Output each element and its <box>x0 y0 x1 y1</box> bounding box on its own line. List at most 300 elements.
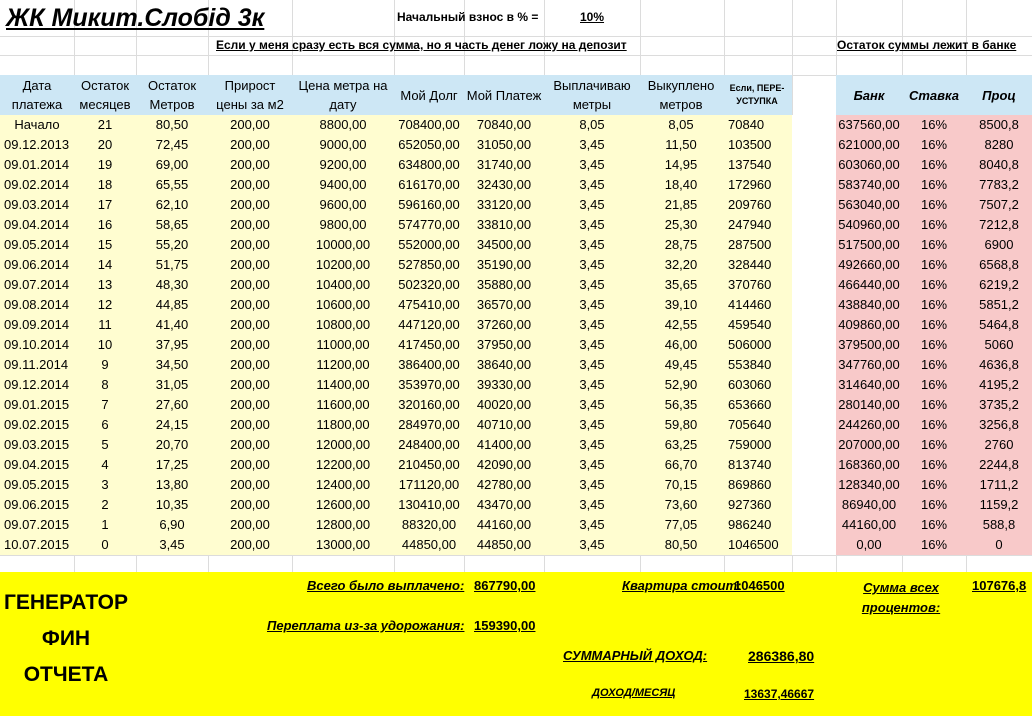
cell-price-growth[interactable]: 200,00 <box>230 357 270 372</box>
cell-rate[interactable]: 16% <box>920 517 948 532</box>
cell-rate[interactable]: 16% <box>920 497 948 512</box>
cell-date[interactable]: 09.06.2015 <box>4 497 70 512</box>
cell-months-left[interactable]: 2 <box>101 497 109 512</box>
cell-resale[interactable]: 813740 <box>728 457 772 472</box>
cell-date[interactable]: 09.04.2014 <box>4 217 70 232</box>
cell-price-per-meter[interactable]: 10200,00 <box>315 257 371 272</box>
cell-meters-left[interactable]: 34,50 <box>155 357 189 372</box>
table-row <box>0 255 1032 275</box>
cell-interest[interactable]: 8280 <box>984 137 1014 152</box>
header-price-per-meter: Цена метра на дату <box>298 78 388 112</box>
cell-meters-left[interactable]: 69,00 <box>155 157 189 172</box>
cell-price-per-meter[interactable]: 11000,00 <box>316 337 370 352</box>
cell-my-debt[interactable]: 502320,00 <box>398 277 460 292</box>
cell-paid-meters[interactable]: 3,45 <box>579 357 605 372</box>
cell-months-left[interactable]: 4 <box>101 457 109 472</box>
cell-price-growth[interactable]: 200,00 <box>230 517 270 532</box>
cell-bank[interactable]: 492660,00 <box>838 257 900 272</box>
header-months-left: Остаток месяцев <box>79 78 131 112</box>
cell-price-per-meter[interactable]: 12600,00 <box>315 497 371 512</box>
cell-date[interactable]: 09.01.2015 <box>4 397 70 412</box>
cell-my-debt[interactable]: 88320,00 <box>401 517 457 532</box>
cell-bank[interactable]: 0,00 <box>856 537 882 552</box>
cell-date[interactable]: 09.01.2014 <box>4 157 70 172</box>
cell-months-left[interactable]: 16 <box>97 217 113 232</box>
cell-date[interactable]: 09.12.2013 <box>4 137 70 152</box>
cell-price-per-meter[interactable]: 10600,00 <box>315 297 371 312</box>
cell-date[interactable]: 09.12.2014 <box>4 377 70 392</box>
cell-bought-meters[interactable]: 39,10 <box>664 297 698 312</box>
cell-price-growth[interactable]: 200,00 <box>230 257 270 272</box>
cell-rate[interactable]: 16% <box>920 377 948 392</box>
cell-months-left[interactable]: 11 <box>98 317 112 332</box>
cell-meters-left[interactable]: 31,05 <box>155 377 189 392</box>
header-bank: Банк <box>853 87 885 103</box>
cell-date[interactable]: 10.07.2015 <box>4 537 70 552</box>
cell-price-growth[interactable]: 200,00 <box>230 477 270 492</box>
cell-meters-left[interactable]: 37,95 <box>155 337 189 352</box>
cell-bought-meters[interactable]: 21,85 <box>664 197 698 212</box>
cell-my-debt[interactable]: 210450,00 <box>398 457 460 472</box>
cell-resale[interactable]: 414460 <box>728 297 772 312</box>
cell-bank[interactable]: 603060,00 <box>838 157 900 172</box>
cell-meters-left[interactable]: 10,35 <box>155 497 189 512</box>
cell-interest[interactable]: 6568,8 <box>979 257 1019 272</box>
cell-bought-meters[interactable]: 49,45 <box>664 357 698 372</box>
cell-my-payment[interactable]: 42780,00 <box>476 477 532 492</box>
cell-price-growth[interactable]: 200,00 <box>230 117 270 132</box>
cell-my-debt[interactable]: 652050,00 <box>398 137 460 152</box>
cell-bought-meters[interactable]: 77,05 <box>664 517 698 532</box>
cell-my-payment[interactable]: 70840,00 <box>476 117 532 132</box>
cell-price-growth[interactable]: 200,00 <box>230 197 270 212</box>
cell-months-left[interactable]: 9 <box>101 357 109 372</box>
cell-rate[interactable]: 16% <box>920 157 948 172</box>
cell-bank[interactable]: 637560,00 <box>838 117 900 132</box>
cell-months-left[interactable]: 5 <box>101 437 109 452</box>
cell-meters-left[interactable]: 17,25 <box>155 457 189 472</box>
cell-interest[interactable]: 4195,2 <box>979 377 1019 392</box>
cell-interest[interactable]: 588,8 <box>982 517 1016 532</box>
cell-price-growth[interactable]: 200,00 <box>230 177 270 192</box>
cell-date[interactable]: 09.10.2014 <box>4 337 70 352</box>
cell-rate[interactable]: 16% <box>920 437 948 452</box>
cell-price-growth[interactable]: 200,00 <box>230 397 270 412</box>
cell-rate[interactable]: 16% <box>920 357 948 372</box>
cell-months-left[interactable]: 14 <box>97 257 113 272</box>
cell-resale[interactable]: 705640 <box>728 417 772 432</box>
cell-interest[interactable]: 5851,2 <box>979 297 1019 312</box>
cell-my-debt[interactable]: 248400,00 <box>398 437 460 452</box>
cell-my-payment[interactable]: 35190,00 <box>476 257 532 272</box>
cell-bought-meters[interactable]: 80,50 <box>664 537 698 552</box>
cell-date[interactable]: 09.04.2015 <box>4 457 70 472</box>
cell-my-debt[interactable]: 447120,00 <box>398 317 460 332</box>
cell-my-payment[interactable]: 37260,00 <box>476 317 532 332</box>
cell-bank[interactable]: 466440,00 <box>838 277 900 292</box>
cell-resale[interactable]: 287500 <box>728 237 772 252</box>
cell-months-left[interactable]: 17 <box>97 197 113 212</box>
cell-interest[interactable]: 4636,8 <box>979 357 1019 372</box>
cell-meters-left[interactable]: 20,70 <box>155 437 189 452</box>
cell-my-payment[interactable]: 42090,00 <box>476 457 532 472</box>
cell-paid-meters[interactable]: 3,45 <box>579 297 605 312</box>
cell-interest[interactable]: 6219,2 <box>979 277 1019 292</box>
cell-price-per-meter[interactable]: 12200,00 <box>315 457 371 472</box>
cell-rate[interactable]: 16% <box>920 237 948 252</box>
cell-my-payment[interactable]: 39330,00 <box>476 377 532 392</box>
cell-rate[interactable]: 16% <box>920 137 948 152</box>
cell-bought-meters[interactable]: 8,05 <box>668 117 694 132</box>
cell-months-left[interactable]: 12 <box>97 297 113 312</box>
cell-paid-meters[interactable]: 8,05 <box>579 117 605 132</box>
cell-interest[interactable]: 2760 <box>984 437 1014 452</box>
cell-bank[interactable]: 540960,00 <box>838 217 900 232</box>
cell-my-debt[interactable]: 634800,00 <box>398 157 460 172</box>
cell-my-payment[interactable]: 35880,00 <box>476 277 532 292</box>
cell-my-payment[interactable]: 38640,00 <box>476 357 532 372</box>
cell-months-left[interactable]: 21 <box>97 117 113 132</box>
cell-my-debt[interactable]: 574770,00 <box>398 217 460 232</box>
cell-price-growth[interactable]: 200,00 <box>230 297 270 312</box>
cell-bought-meters[interactable]: 63,25 <box>664 437 698 452</box>
cell-date[interactable]: 09.08.2014 <box>4 297 70 312</box>
cell-interest[interactable]: 0 <box>995 537 1003 552</box>
cell-months-left[interactable]: 0 <box>101 537 109 552</box>
cell-paid-meters[interactable]: 3,45 <box>579 377 605 392</box>
cell-resale[interactable]: 1046500 <box>728 537 779 552</box>
cell-rate[interactable]: 16% <box>920 217 948 232</box>
cell-my-payment[interactable]: 43470,00 <box>476 497 532 512</box>
cell-resale[interactable]: 986240 <box>728 517 772 532</box>
cell-my-payment[interactable]: 31050,00 <box>476 137 532 152</box>
cell-my-debt[interactable]: 171120,00 <box>398 477 460 492</box>
cell-my-payment[interactable]: 36570,00 <box>476 297 532 312</box>
cell-my-debt[interactable]: 708400,00 <box>398 117 460 132</box>
cell-my-payment[interactable]: 44160,00 <box>476 517 532 532</box>
cell-price-per-meter[interactable]: 12400,00 <box>315 477 371 492</box>
cell-months-left[interactable]: 1 <box>101 517 109 532</box>
cell-my-debt[interactable]: 386400,00 <box>398 357 460 372</box>
cell-price-growth[interactable]: 200,00 <box>230 497 270 512</box>
cell-resale[interactable]: 459540 <box>728 317 772 332</box>
cell-bought-meters[interactable]: 73,60 <box>664 497 698 512</box>
cell-paid-meters[interactable]: 3,45 <box>579 277 605 292</box>
cell-interest[interactable]: 7212,8 <box>979 217 1019 232</box>
cell-price-per-meter[interactable]: 10400,00 <box>315 277 371 292</box>
cell-date[interactable]: 09.05.2015 <box>4 477 70 492</box>
cell-interest[interactable]: 3256,8 <box>979 417 1019 432</box>
cell-my-payment[interactable]: 41400,00 <box>476 437 532 452</box>
cell-price-growth[interactable]: 200,00 <box>230 217 270 232</box>
cell-bank[interactable]: 379500,00 <box>838 337 900 352</box>
cell-price-per-meter[interactable]: 10800,00 <box>315 317 371 332</box>
cell-resale[interactable]: 103500 <box>728 137 772 152</box>
cell-paid-meters[interactable]: 3,45 <box>579 157 605 172</box>
cell-my-debt[interactable]: 44850,00 <box>401 537 457 552</box>
cell-my-debt[interactable]: 475410,00 <box>398 297 460 312</box>
cell-price-per-meter[interactable]: 9600,00 <box>319 197 367 212</box>
cell-resale[interactable]: 759000 <box>728 437 772 452</box>
cell-paid-meters[interactable]: 3,45 <box>579 537 605 552</box>
cell-interest[interactable]: 5060 <box>984 337 1014 352</box>
cell-bank[interactable]: 517500,00 <box>838 237 900 252</box>
cell-rate[interactable]: 16% <box>920 477 948 492</box>
cell-bought-meters[interactable]: 32,20 <box>664 257 698 272</box>
table-row <box>0 155 1032 175</box>
cell-rate[interactable]: 16% <box>920 457 948 472</box>
cell-bank[interactable]: 168360,00 <box>838 457 900 472</box>
cell-paid-meters[interactable]: 3,45 <box>579 337 605 352</box>
cell-price-growth[interactable]: 200,00 <box>230 417 270 432</box>
cell-price-per-meter[interactable]: 9200,00 <box>319 157 367 172</box>
cell-paid-meters[interactable]: 3,45 <box>579 517 605 532</box>
cell-date[interactable]: 09.02.2014 <box>4 177 70 192</box>
cell-price-growth[interactable]: 200,00 <box>230 157 270 172</box>
cell-resale[interactable]: 506000 <box>728 337 772 352</box>
cell-my-payment[interactable]: 32430,00 <box>476 177 532 192</box>
cell-my-payment[interactable]: 40020,00 <box>476 397 532 412</box>
cell-paid-meters[interactable]: 3,45 <box>579 417 605 432</box>
cell-price-growth[interactable]: 200,00 <box>230 537 270 552</box>
cell-date[interactable]: 09.02.2015 <box>4 417 70 432</box>
cell-price-per-meter[interactable]: 10000,00 <box>315 237 371 252</box>
cell-rate[interactable]: 16% <box>920 297 948 312</box>
cell-resale[interactable]: 70840 <box>728 117 765 132</box>
cell-rate[interactable]: 16% <box>920 117 948 132</box>
cell-date[interactable]: 09.06.2014 <box>4 257 70 272</box>
cell-resale[interactable]: 172960 <box>728 177 772 192</box>
cell-bought-meters[interactable]: 70,15 <box>664 477 698 492</box>
cell-paid-meters[interactable]: 3,45 <box>579 257 605 272</box>
cell-resale[interactable]: 328440 <box>728 257 772 272</box>
cell-resale[interactable]: 927360 <box>728 497 772 512</box>
cell-price-growth[interactable]: 200,00 <box>230 237 270 252</box>
overpay-value: 159390,00 <box>474 618 536 633</box>
cell-bank[interactable]: 563040,00 <box>838 197 900 212</box>
cell-paid-meters[interactable]: 3,45 <box>579 217 605 232</box>
cell-bought-meters[interactable]: 46,00 <box>664 337 698 352</box>
cell-rate[interactable]: 16% <box>920 417 948 432</box>
cell-rate[interactable]: 16% <box>920 537 948 552</box>
cell-paid-meters[interactable]: 3,45 <box>579 177 605 192</box>
cell-resale[interactable]: 603060 <box>728 377 772 392</box>
cell-bank[interactable]: 128340,00 <box>838 477 900 492</box>
cell-price-growth[interactable]: 200,00 <box>230 457 270 472</box>
cell-interest[interactable]: 1159,2 <box>979 497 1019 512</box>
cell-rate[interactable]: 16% <box>920 177 948 192</box>
cell-price-per-meter[interactable]: 9000,00 <box>319 137 367 152</box>
cell-meters-left[interactable]: 72,45 <box>155 137 189 152</box>
cell-resale[interactable]: 247940 <box>728 217 772 232</box>
cell-bought-meters[interactable]: 35,65 <box>664 277 698 292</box>
cell-date[interactable]: 09.07.2014 <box>4 277 70 292</box>
cell-meters-left[interactable]: 51,75 <box>155 257 189 272</box>
cell-bought-meters[interactable]: 52,90 <box>664 377 698 392</box>
initial-payment-value[interactable]: 10% <box>580 10 605 24</box>
cell-price-growth[interactable]: 200,00 <box>230 337 270 352</box>
cell-interest[interactable]: 8040,8 <box>979 157 1019 172</box>
cell-date[interactable]: 09.03.2014 <box>4 197 70 212</box>
cell-my-debt[interactable]: 130410,00 <box>398 497 460 512</box>
cell-rate[interactable]: 16% <box>920 397 948 412</box>
cell-my-debt[interactable]: 552000,00 <box>398 237 460 252</box>
cell-bank[interactable]: 314640,00 <box>838 377 900 392</box>
cell-my-debt[interactable]: 320160,00 <box>398 397 460 412</box>
cell-my-debt[interactable]: 616170,00 <box>398 177 460 192</box>
cell-bank[interactable]: 347760,00 <box>838 357 900 372</box>
cell-months-left[interactable]: 10 <box>97 337 113 352</box>
total-income-value: 286386,80 <box>748 648 815 664</box>
cell-date[interactable]: 09.11.2014 <box>4 357 69 372</box>
cell-my-debt[interactable]: 417450,00 <box>398 337 460 352</box>
cell-interest[interactable]: 1711,2 <box>979 477 1019 492</box>
cell-price-growth[interactable]: 200,00 <box>230 437 270 452</box>
cell-bank[interactable]: 621000,00 <box>838 137 900 152</box>
cell-months-left[interactable]: 7 <box>101 397 109 412</box>
cell-my-debt[interactable]: 284970,00 <box>398 417 460 432</box>
cell-price-per-meter[interactable]: 12800,00 <box>315 517 371 532</box>
cell-price-per-meter[interactable]: 11200,00 <box>316 357 370 372</box>
cell-my-payment[interactable]: 33120,00 <box>476 197 532 212</box>
cell-meters-left[interactable]: 62,10 <box>155 197 189 212</box>
cell-rate[interactable]: 16% <box>920 257 948 272</box>
cell-resale[interactable]: 553840 <box>728 357 772 372</box>
cell-interest[interactable]: 6900 <box>984 237 1014 252</box>
cell-meters-left[interactable]: 80,50 <box>155 117 189 132</box>
cell-price-growth[interactable]: 200,00 <box>230 317 270 332</box>
cell-paid-meters[interactable]: 3,45 <box>579 397 605 412</box>
cell-meters-left[interactable]: 55,20 <box>155 237 189 252</box>
cell-meters-left[interactable]: 24,15 <box>155 417 189 432</box>
cell-interest[interactable]: 8500,8 <box>979 117 1019 132</box>
cell-date[interactable]: 09.07.2015 <box>4 517 70 532</box>
cell-resale[interactable]: 209760 <box>728 197 772 212</box>
cell-bank[interactable]: 438840,00 <box>838 297 900 312</box>
cell-my-payment[interactable]: 34500,00 <box>476 237 532 252</box>
cell-price-per-meter[interactable]: 9400,00 <box>319 177 367 192</box>
cell-months-left[interactable]: 19 <box>97 157 113 172</box>
cell-date[interactable]: 09.09.2014 <box>4 317 70 332</box>
cell-resale[interactable]: 653660 <box>728 397 772 412</box>
cell-resale[interactable]: 370760 <box>728 277 772 292</box>
cell-meters-left[interactable]: 3,45 <box>159 537 185 552</box>
cell-meters-left[interactable]: 13,80 <box>155 477 189 492</box>
cell-date[interactable]: Начало <box>14 117 60 132</box>
cell-paid-meters[interactable]: 3,45 <box>579 197 605 212</box>
cell-months-left[interactable]: 3 <box>101 477 109 492</box>
cell-bought-meters[interactable]: 18,40 <box>664 177 698 192</box>
cell-interest[interactable]: 5464,8 <box>979 317 1019 332</box>
cell-months-left[interactable]: 20 <box>97 137 113 152</box>
cell-my-payment[interactable]: 40710,00 <box>476 417 532 432</box>
header-meters-left: Остаток Метров <box>147 78 197 112</box>
cell-bought-meters[interactable]: 11,50 <box>665 137 697 152</box>
cell-my-payment[interactable]: 44850,00 <box>476 537 532 552</box>
cell-rate[interactable]: 16% <box>920 317 948 332</box>
cell-meters-left[interactable]: 27,60 <box>155 397 189 412</box>
cell-paid-meters[interactable]: 3,45 <box>579 237 605 252</box>
cell-bank[interactable]: 280140,00 <box>838 397 900 412</box>
cell-rate[interactable]: 16% <box>920 277 948 292</box>
cell-price-growth[interactable]: 200,00 <box>230 377 270 392</box>
cell-my-payment[interactable]: 33810,00 <box>476 217 532 232</box>
cell-meters-left[interactable]: 65,55 <box>155 177 189 192</box>
cell-resale[interactable]: 137540 <box>728 157 772 172</box>
cell-bought-meters[interactable]: 56,35 <box>664 397 698 412</box>
cell-price-per-meter[interactable]: 9800,00 <box>319 217 367 232</box>
cell-interest[interactable]: 7783,2 <box>979 177 1019 192</box>
cell-meters-left[interactable]: 6,90 <box>159 517 185 532</box>
header-bought-meters: Выкуплено метров <box>647 78 715 112</box>
cell-months-left[interactable]: 13 <box>97 277 113 292</box>
grid-row-line <box>0 36 1032 37</box>
cell-meters-left[interactable]: 41,40 <box>155 317 189 332</box>
cell-my-payment[interactable]: 37950,00 <box>476 337 532 352</box>
cell-bank[interactable]: 86940,00 <box>841 497 897 512</box>
cell-my-debt[interactable]: 596160,00 <box>398 197 460 212</box>
cell-date[interactable]: 09.03.2015 <box>4 437 70 452</box>
cell-resale[interactable]: 869860 <box>728 477 772 492</box>
cell-meters-left[interactable]: 44,85 <box>155 297 189 312</box>
cell-bought-meters[interactable]: 66,70 <box>664 457 698 472</box>
cell-bought-meters[interactable]: 28,75 <box>664 237 698 252</box>
cell-bank[interactable]: 44160,00 <box>841 517 897 532</box>
cell-paid-meters[interactable]: 3,45 <box>579 437 605 452</box>
cell-price-per-meter[interactable]: 13000,00 <box>315 537 371 552</box>
cell-interest[interactable]: 7507,2 <box>979 197 1019 212</box>
cell-bank[interactable]: 409860,00 <box>838 317 900 332</box>
cell-bank[interactable]: 207000,00 <box>838 437 900 452</box>
cell-bank[interactable]: 244260,00 <box>838 417 900 432</box>
cell-months-left[interactable]: 6 <box>101 417 109 432</box>
cell-my-payment[interactable]: 31740,00 <box>476 157 532 172</box>
cell-bought-meters[interactable]: 42,55 <box>664 317 698 332</box>
cell-interest[interactable]: 3735,2 <box>979 397 1019 412</box>
cell-interest[interactable]: 2244,8 <box>979 457 1019 472</box>
cell-months-left[interactable]: 15 <box>97 237 113 252</box>
cell-paid-meters[interactable]: 3,45 <box>579 137 605 152</box>
cell-bought-meters[interactable]: 14,95 <box>664 157 698 172</box>
header-price-growth: Прирост цены за м2 <box>216 78 284 112</box>
cell-paid-meters[interactable]: 3,45 <box>579 497 605 512</box>
cell-price-per-meter[interactable]: 8800,00 <box>319 117 367 132</box>
cell-paid-meters[interactable]: 3,45 <box>579 477 605 492</box>
generator-caption <box>0 588 132 690</box>
cell-price-growth[interactable]: 200,00 <box>230 137 270 152</box>
cell-price-per-meter[interactable]: 12000,00 <box>315 437 371 452</box>
cell-months-left[interactable]: 18 <box>97 177 113 192</box>
cell-my-debt[interactable]: 353970,00 <box>398 377 460 392</box>
cell-price-per-meter[interactable]: 11400,00 <box>316 377 370 392</box>
cell-bought-meters[interactable]: 59,80 <box>664 417 698 432</box>
cell-rate[interactable]: 16% <box>920 337 948 352</box>
cell-paid-meters[interactable]: 3,45 <box>579 457 605 472</box>
cell-price-per-meter[interactable]: 11600,00 <box>316 397 370 412</box>
table-row <box>0 435 1032 455</box>
cell-price-growth[interactable]: 200,00 <box>230 277 270 292</box>
cell-meters-left[interactable]: 58,65 <box>155 217 189 232</box>
cell-rate[interactable]: 16% <box>920 197 948 212</box>
cell-meters-left[interactable]: 48,30 <box>155 277 189 292</box>
cell-bank[interactable]: 583740,00 <box>838 177 900 192</box>
cell-my-debt[interactable]: 527850,00 <box>398 257 460 272</box>
cell-paid-meters[interactable]: 3,45 <box>579 317 605 332</box>
cell-months-left[interactable]: 8 <box>101 377 109 392</box>
cell-bought-meters[interactable]: 25,30 <box>664 217 698 232</box>
cell-price-per-meter[interactable]: 11800,00 <box>316 417 370 432</box>
cell-date[interactable]: 09.05.2014 <box>4 237 70 252</box>
